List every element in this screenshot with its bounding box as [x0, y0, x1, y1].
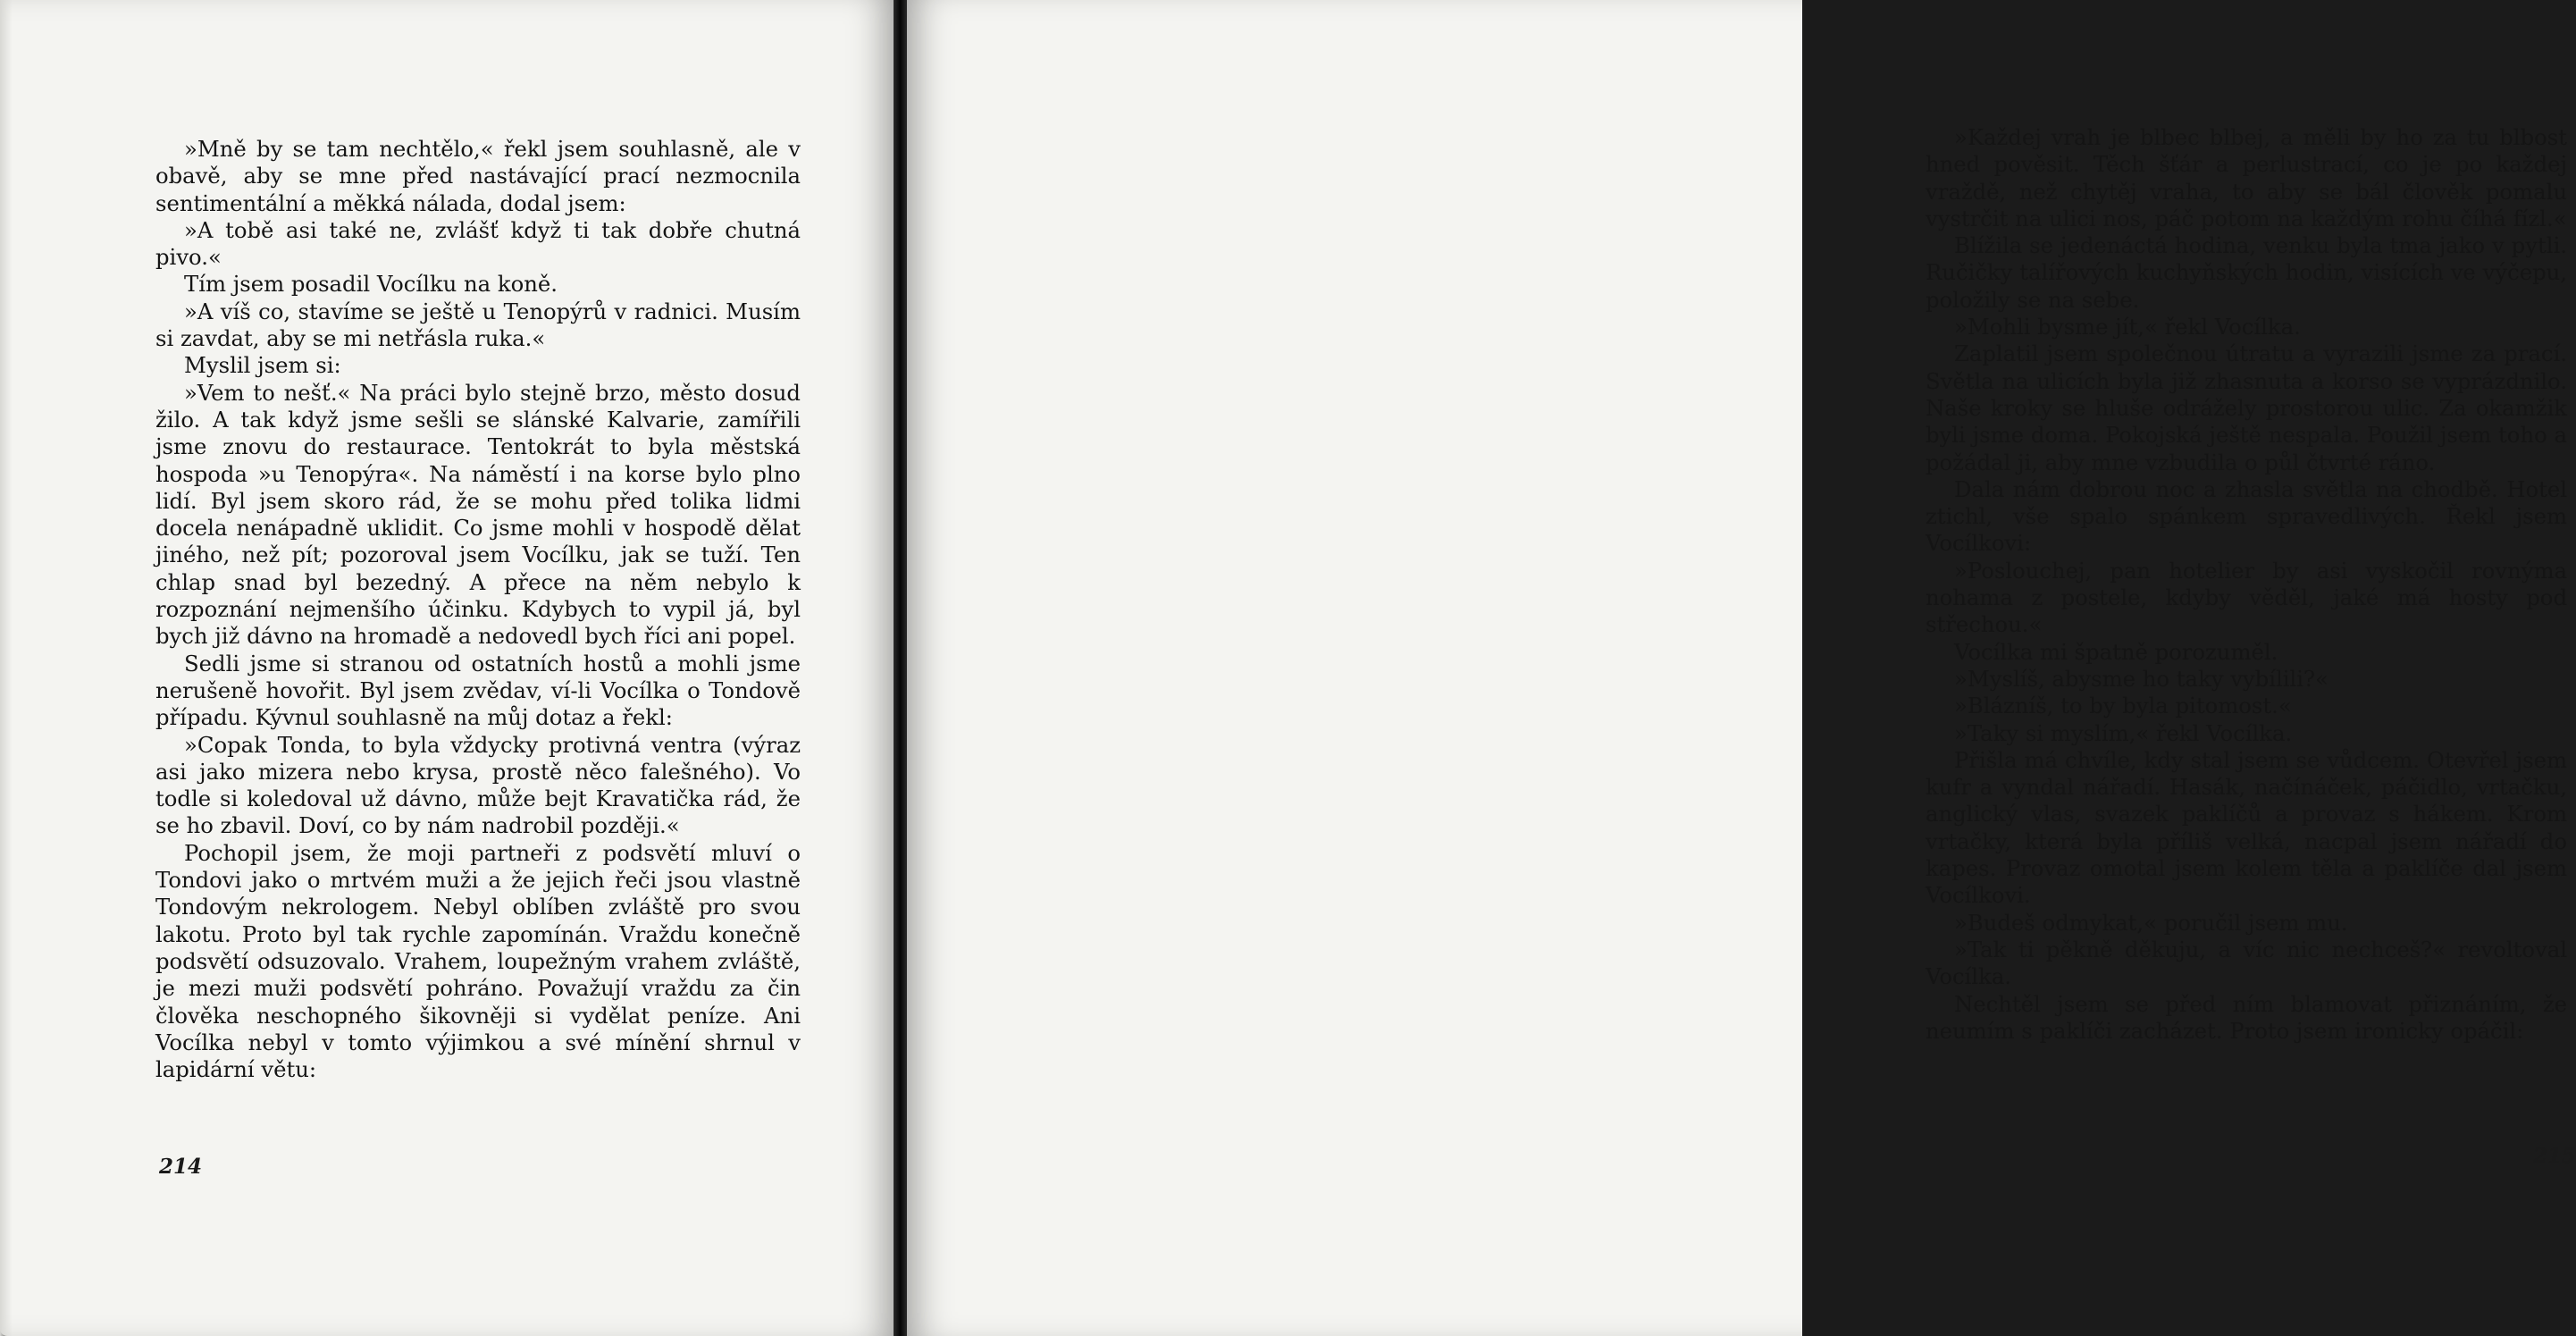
paragraph: »Myslíš, abysme ho taky vybílili?« [1954, 665, 2328, 692]
paragraph: »Poslouchej, pan hotelier by asi vyskočil rovnýma nohama z postele, kdyby věděl, jaké má hosty pod střechou.« [1926, 557, 2567, 638]
page-number: 214 [159, 1155, 203, 1179]
paragraph: Sedli jsme si stranou od ostatních hostů a mohli jsme nerušeně hovořit. Byl jsem zvědav, ví-li Vocílka o Tondově případu. Kývnul souhlasně na můj dotaz a řekl: [155, 650, 801, 731]
right-page-text [1926, 124, 2567, 1045]
paragraph: Přišla má chvíle, kdy stal jsem se vůdcem. Otevřel jsem kufr a vyndal nářadí. Hasák, načínáček, páčidlo, vrtačku, anglický vlas, svazek paklíčů a provaz s hákem. Krom vrtačky, která byla příliš velká, nacpal jsem nářadí do kapes. Provaz omotal jsem kolem těla a paklíče dal jsem Vocílkovi. [1926, 746, 2567, 909]
paragraph: »Blázníš, to by byla pitomost.« [1954, 693, 2292, 719]
paragraph: Tím jsem posadil Vocílku na koně. [184, 271, 558, 298]
paragraph: Vocílka mi špatně porozuměl. [1954, 638, 2278, 665]
paragraph: »Taky si myslím,« řekl Vocílka. [1954, 719, 2293, 746]
paragraph: »Mně by se tam nechtělo,« řekl jsem souhlasně, ale v obavě, aby se mne před nastávající prací nezmocnila sentimentální a měkká nálada, dodal jsem: [155, 136, 801, 216]
page-edge-shade [0, 0, 13, 1336]
paragraph: Myslil jsem si: [184, 352, 341, 379]
paragraph: »Každej vrah je blbec blbej, a měli by ho za tu blbost hned pověsit. Těch šťár a perlustrací, co je po každej vraždě, než chytěj vraha, to aby se bál člověk pomalu vystrčit na ulici nos, páč potom na každým rohu číhá fízl.« [1926, 124, 2567, 231]
book-gutter [894, 0, 907, 1336]
left-page [0, 0, 894, 1336]
page-number: 215 [2533, 1144, 2576, 1168]
paragraph: »A tobě asi také ne, zvlášť když ti tak dobře chutná pivo.« [155, 216, 801, 271]
paragraph: Blížila se jedenáctá hodina, venku byla tma jako v pytli. Ručičky talířových kuchyňských hodin, visících ve výčepu, položily se na sebe. [1926, 232, 2567, 313]
paragraph: Nechtěl jsem se před ním blamovat přiznáním, že neumím s paklíči zacházet. Proto jsem ironicky opáčil: [1926, 990, 2567, 1044]
paragraph: Dala nám dobrou noc a zhasla světla na chodbě. Hotel ztichl, vše spalo spánkem spravedlivých. Řekl jsem Vocílkovi: [1926, 475, 2567, 557]
paragraph: »Mohli bysme jít,« řekl Vocílka. [1954, 314, 2301, 340]
paragraph: »Copak Tonda, to byla vždycky protivná ventra (výraz asi jako mizera nebo krysa, prostě něco falešného). Vo todle si koledoval už dávno, může bejt Kravatička rád, že se ho zbavil. Doví, co by nám nadrobil později.« [155, 731, 801, 839]
paragraph: Pochopil jsem, že moji partneři z podsvětí mluví o Tondovi jako o mrtvém muži a že jejich řeči jsou vlastně Tondovým nekrologem. Nebyl oblíben zvláště pro svou lakotu. Proto byl tak rychle zapomínán. Vraždu konečně podsvětí odsuzovalo. Vrahem, loupežným vrahem zvláště, je mezi muži podsvětí pohráno. Považují vraždu za čin člověka neschopného šikovněji si vydělat peníze. Ani Vocílka nebyl v tomto výjimkou a své mínění shrnul v lapidární větu: [155, 839, 801, 1083]
left-page-text [155, 136, 801, 1083]
paragraph: »A víš co, stavíme se ještě u Tenopýrů v radnici. Musím si zavdat, aby se mi netřásla ruka.« [155, 298, 801, 352]
right-page [907, 0, 2576, 1336]
paragraph: Zaplatil jsem společnou útratu a vyrazili jsme za prací. Světla na ulicích byla již zhasnuta a korso se vyprázdnilo. Naše kroky se hluše odrážely prostorou ulic. Za okamžik byli jsme doma. Pokojská ještě nespala. Použil jsem toho a požádal ji, aby mne vzbudila o půl čtvrté ráno. [1926, 340, 2567, 475]
paragraph: »Tak ti pěkně děkuju, a víc nic nechceš?« revoltoval Vocílka. [1926, 936, 2567, 990]
paragraph: »Vem to nešť.« Na práci bylo stejně brzo, město dosud žilo. A tak když jsme sešli se slánské Kalvarie, zamířili jsme znovu do restaurace. Tentokrát to byla městská hospoda »u Tenopýra«. Na náměstí i na korse bylo plno lidí. Byl jsem skoro rád, že se mohu před tolika lidmi docela nenápadně uklidit. Co jsme mohli v hospodě dělat jiného, než pít; pozoroval jsem Vocílku, jak se tuží. Ten chlap snad byl bezedný. A přece na něm nebylo k rozpoznání nejmenšího účinku. Kdybych to vypil já, byl bych již dávno na hromadě a nedovedl bych říci ani popel. [155, 379, 801, 650]
paragraph: »Budeš odmykat,« poručil jsem mu. [1954, 909, 2348, 936]
